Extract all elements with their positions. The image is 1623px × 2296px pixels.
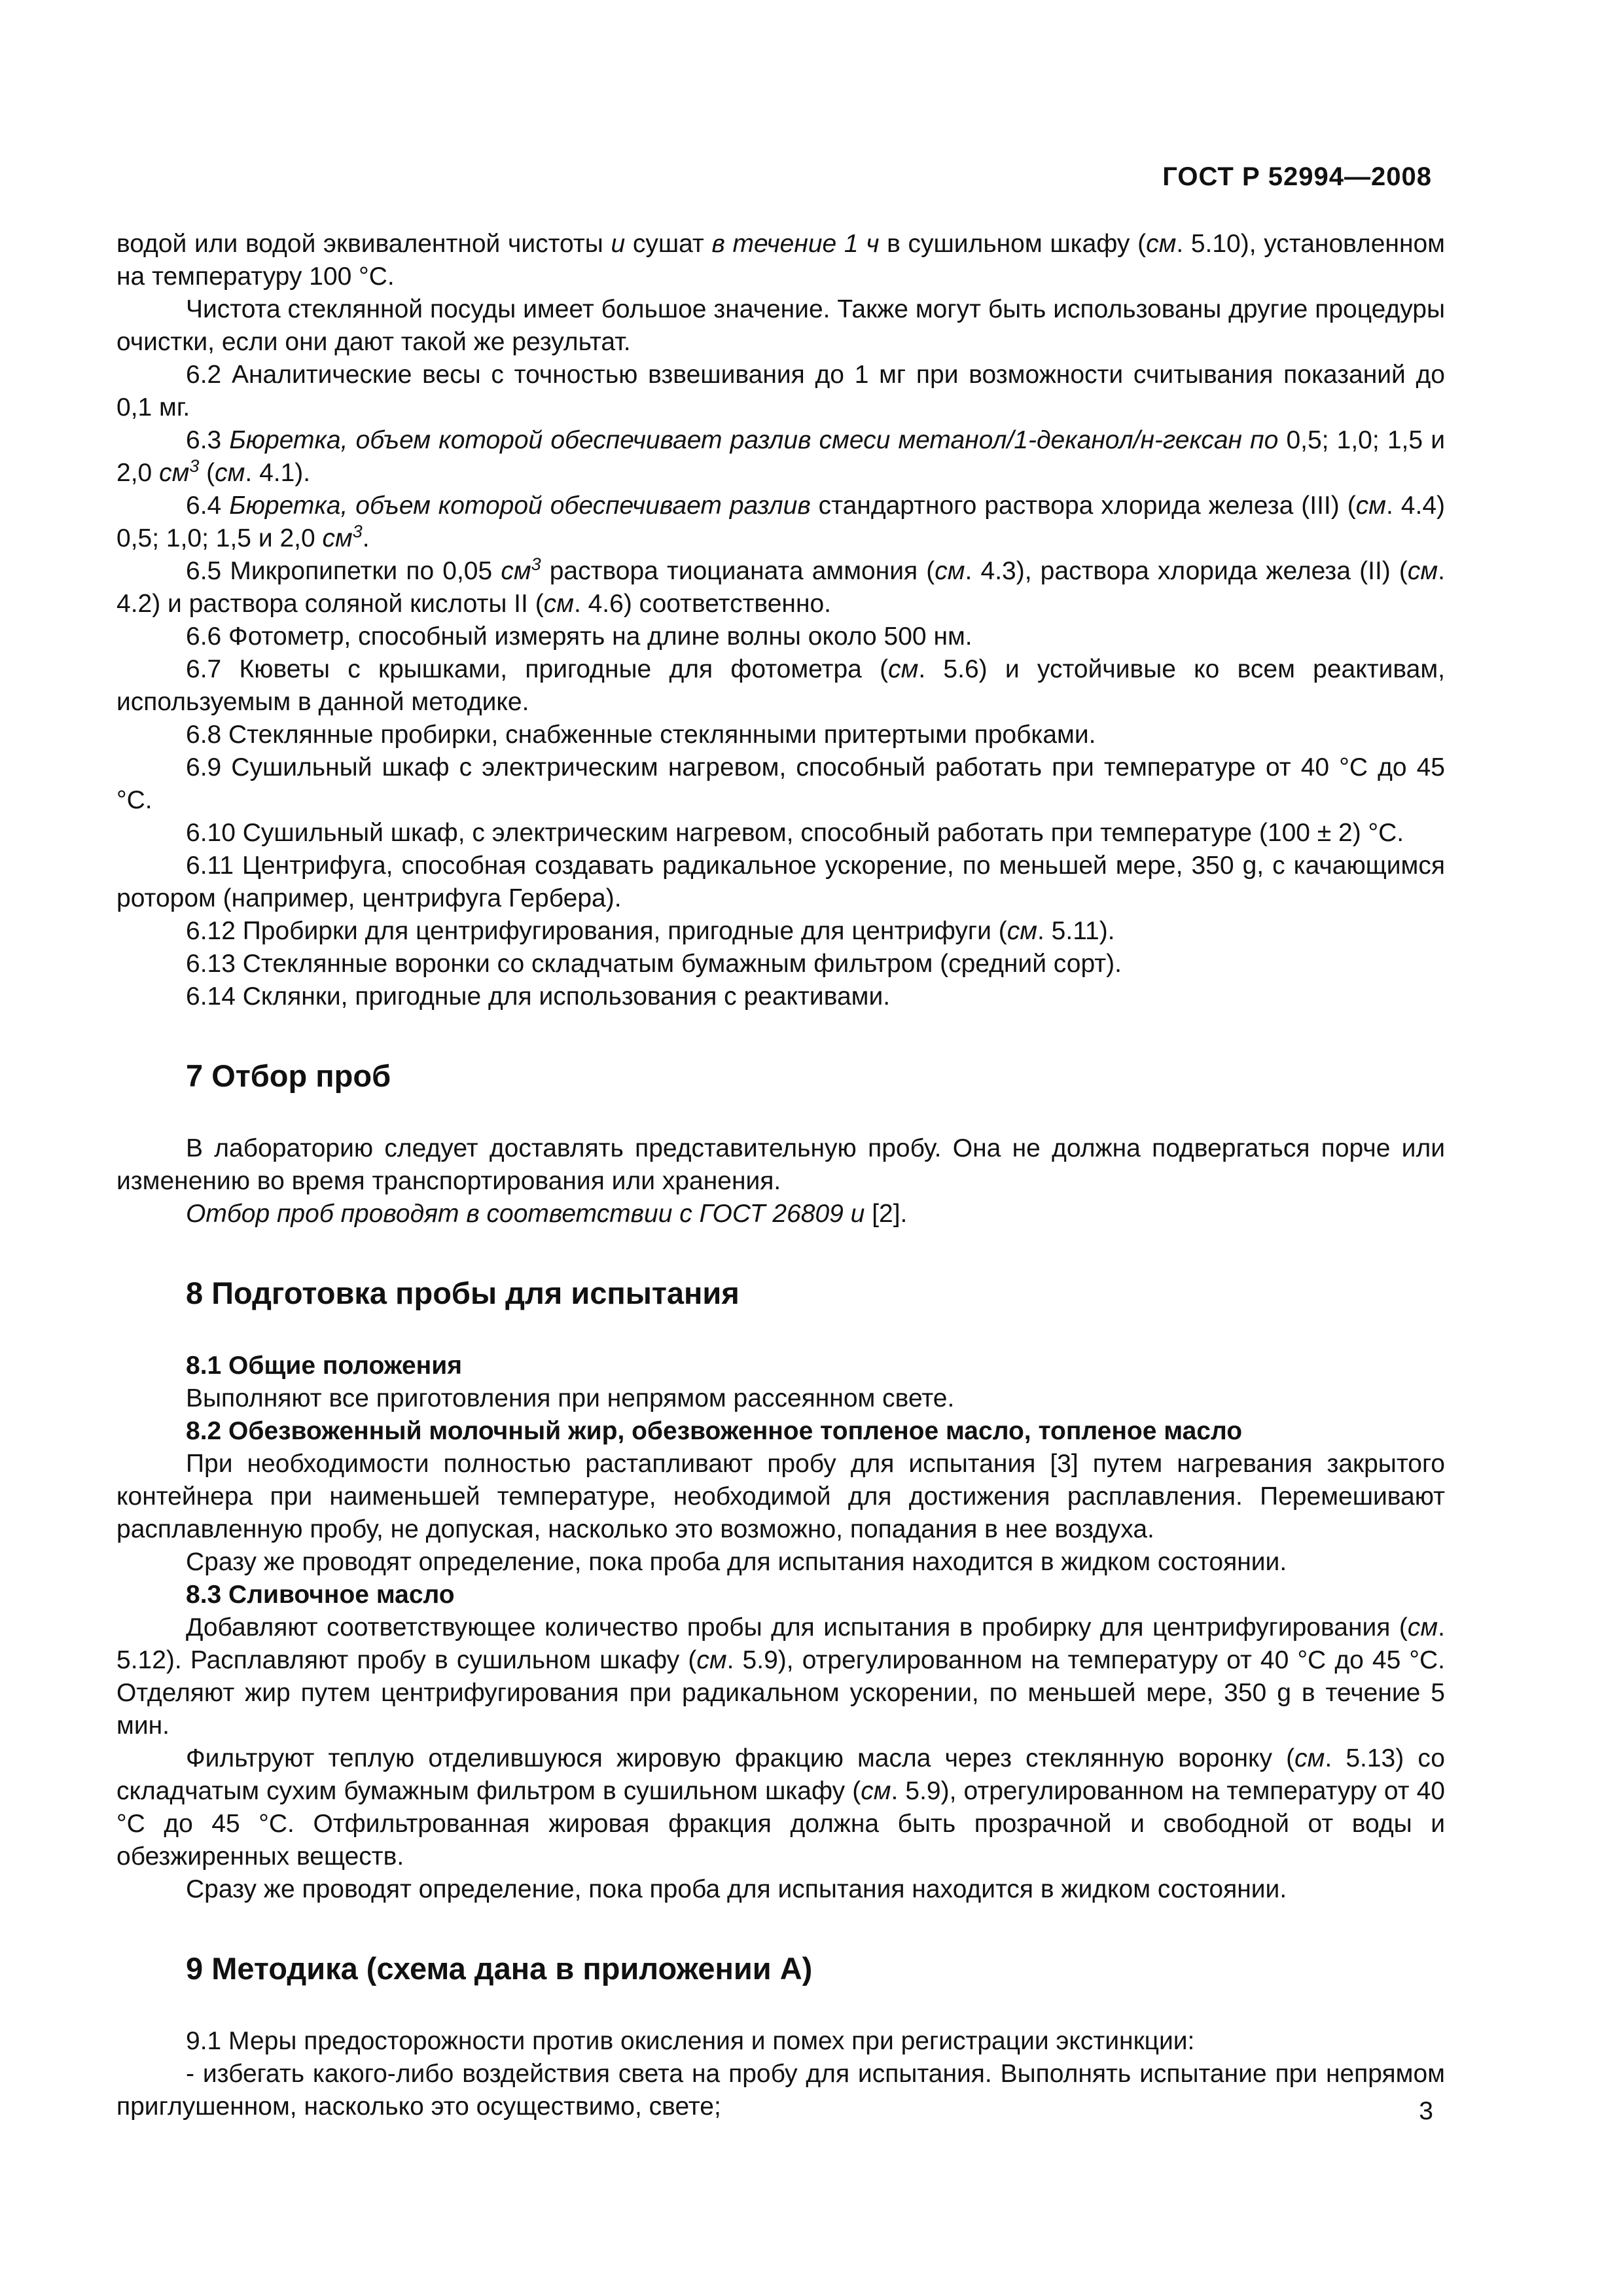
subsection-8-2-heading: 8.2 Обезвоженный молочный жир, обезвоженное топленое масло, топленое масло <box>186 1417 1243 1445</box>
item-6-9: 6.9 Сушильный шкаф с электрическим нагревом, способный работать при температуре от 40 °С до 45 °С. <box>116 753 1445 814</box>
section-7-heading: 7 Отбор проб <box>186 1058 391 1093</box>
item-6-12: 6.12 Пробирки для центрифугирования, пригодные для центрифуги (см. 5.11). <box>186 917 1115 945</box>
item-9-1: 9.1 Меры предосторожности против окисления и помех при регистрации экстинкции: <box>186 2027 1195 2055</box>
item-6-3: 6.3 Бюретка, объем которой обеспечивает разлив смеси метанол/1-деканол/н-гексан по 0,5; 1,0; 1,5 и 2,0 $см^3$ (см. 4.1). <box>116 426 1445 487</box>
document-body <box>116 228 1445 2123</box>
item-6-5: 6.5 Микропипетки по 0,05 $см^3$ раствора тиоцианата аммония (см. 4.3), раствора хлорида железа (II) (см. 4.2) и раствора соляной кислоты II (см. 4.6) соответственно. <box>116 554 1445 618</box>
item-6-10: 6.10 Сушильный шкаф, с электрическим нагревом, способный работать при температуре (100 ± 2) °С. <box>186 819 1404 847</box>
subsection-8-3-note: Сразу же проводят определение, пока проба для испытания находится в жидком состоянии. <box>186 1875 1287 1903</box>
page-number: 3 <box>1419 2097 1433 2125</box>
subsection-8-2-paragraph: При необходимости полностью растапливают пробу для испытания [3] путем нагревания закрытого контейнера при наименьшей температуре, необходимой для достижения расплавления. Перемешивают расплавленную пробу, не допуская, насколько это возможно, попадания в нее воздуха. <box>116 1450 1445 1543</box>
paragraph-washing: водой или водой эквивалентной чистоты и сушат в течение 1 ч в сушильном шкафу (см. 5.10), установленном на температуру 100 °С. <box>116 230 1445 291</box>
item-6-14: 6.14 Склянки, пригодные для использования с реактивами. <box>186 982 891 1011</box>
section-9-heading: 9 Методика (схема дана в приложении А) <box>186 1951 813 1986</box>
item-6-13: 6.13 Стеклянные воронки со складчатым бумажным фильтром (средний сорт). <box>186 950 1122 978</box>
subsection-8-3-paragraph-filtering: Фильтруют теплую отделившуюся жировую фракцию масла через стеклянную воронку (см. 5.13) со складчатым сухим бумажным фильтром в сушильном шкафу (см. 5.9), отрегулированном на температуру от 40 °С до 45 °С. Отфильтрованная жировая фракция должна быть прозрачной и свободной от воды и обезжиренных веществ. <box>116 1744 1445 1871</box>
document-header: ГОСТ Р 52994—2008 <box>1162 162 1432 191</box>
item-6-6: 6.6 Фотометр, способный измерять на длине волны около 500 нм. <box>186 622 972 651</box>
section-8-heading: 8 Подготовка пробы для испытания <box>186 1276 740 1310</box>
subsection-8-3-paragraph-centrifuge: Добавляют соответствующее количество пробы для испытания в пробирку для центрифугирования (см. 5.12). Расплавляют пробу в сушильном шкафу (см. 5.9), отрегулированном на температуру от 40 °С до 45 °С. Отделяют жир путем центрифугирования при радикальном ускорении, по меньшей мере, 350 g в течение 5 мин. <box>116 1613 1446 1740</box>
subsection-8-1-heading: 8.1 Общие положения <box>186 1352 462 1380</box>
section-7-paragraph: В лабораторию следует доставлять представительную пробу. Она не должна подвергаться порче или изменению во время транспортирования или хранения. <box>116 1134 1445 1195</box>
item-6-8: 6.8 Стеклянные пробирки, снабженные стеклянными притертыми пробками. <box>186 721 1096 749</box>
section-7-sampling-reference: Отбор проб проводят в соответствии с ГОСТ 26809 и [2]. <box>186 1200 908 1228</box>
subsection-8-3-heading: 8.3 Сливочное масло <box>186 1581 455 1609</box>
paragraph-glassware-cleanliness: Чистота стеклянной посуды имеет большое значение. Также могут быть использованы другие процедуры очистки, если они дают такой же результат. <box>116 295 1445 356</box>
item-6-7: 6.7 Кюветы с крышками, пригодные для фотометра (см. 5.6) и устойчивые ко всем реактивам, используемым в данной методике. <box>116 655 1445 716</box>
subsection-8-1-paragraph: Выполняют все приготовления при непрямом рассеянном свете. <box>186 1384 955 1412</box>
subsection-8-2-note: Сразу же проводят определение, пока проба для испытания находится в жидком состоянии. <box>186 1548 1287 1576</box>
item-6-11: 6.11 Центрифуга, способная создавать радикальное ускорение, по меньшей мере, 350 g, с качающимся ротором (например, центрифуга Гербера). <box>116 852 1445 912</box>
item-9-1-light-precaution: - избегать какого-либо воздействия света на пробу для испытания. Выполнять испытание при непрямом приглушенном, насколько это осуществимо, свете; <box>116 2060 1445 2121</box>
item-6-2: 6.2 Аналитические весы с точностью взвешивания до 1 мг при возможности считывания показаний до 0,1 мг. <box>116 361 1445 422</box>
item-6-4: 6.4 Бюретка, объем которой обеспечивает разлив стандартного раствора хлорида железа (III) (см. 4.4) 0,5; 1,0; 1,5 и 2,0 $см^3$. <box>116 492 1445 552</box>
